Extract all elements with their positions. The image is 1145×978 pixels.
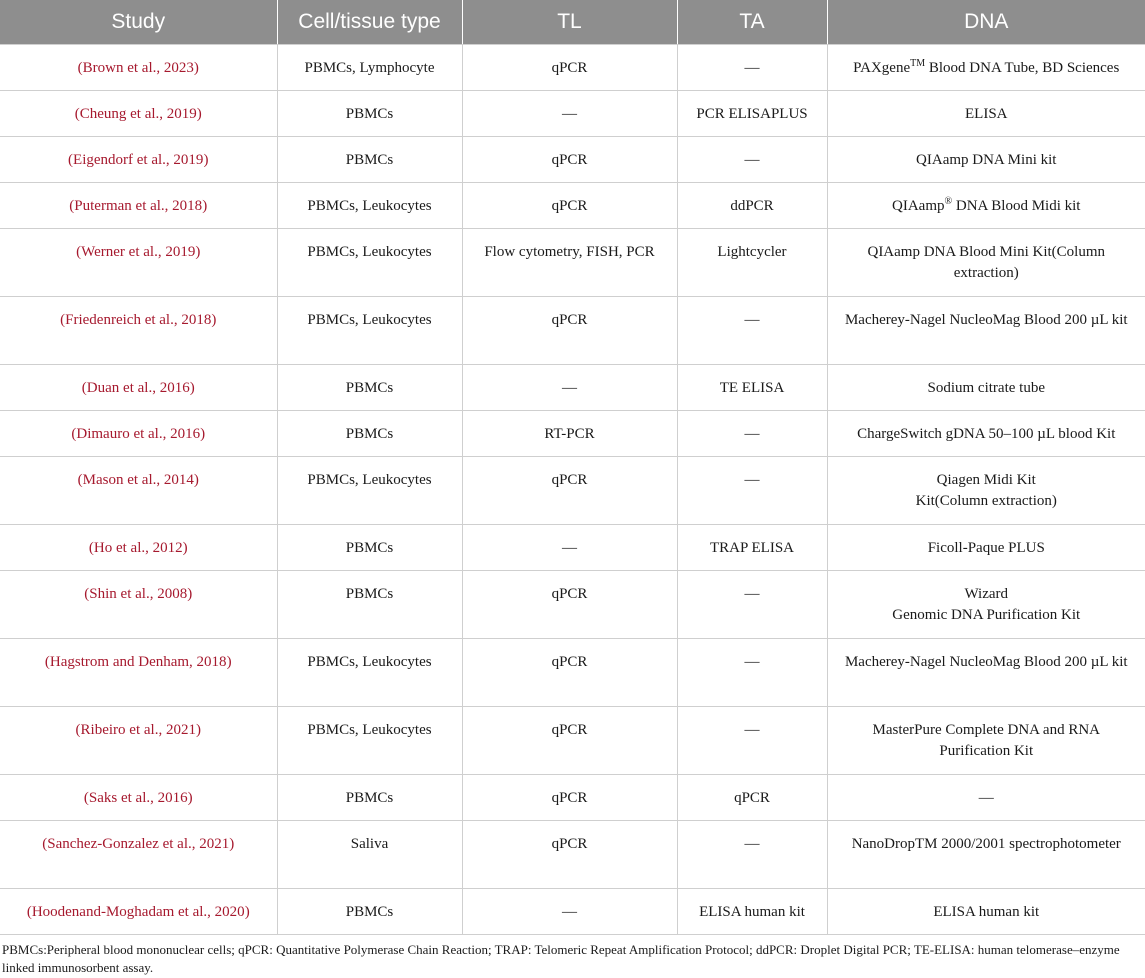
dna-cell: ChargeSwitch gDNA 50–100 µL blood Kit (827, 411, 1145, 457)
ta-cell: PCR ELISAPLUS (677, 91, 827, 137)
ta-cell: — (677, 297, 827, 365)
cell-type-cell: PBMCs, Leukocytes (277, 229, 462, 297)
dna-cell: Macherey-Nagel NucleoMag Blood 200 µL kit (827, 297, 1145, 365)
ta-cell: — (677, 639, 827, 707)
ta-cell: TRAP ELISA (677, 525, 827, 571)
study-cell: (Duan et al., 2016) (0, 365, 277, 411)
table-row (0, 457, 1145, 525)
ta-cell: — (677, 571, 827, 639)
header-ta: TA (677, 0, 827, 45)
ta-cell: qPCR (677, 775, 827, 821)
study-citation-link[interactable]: Ho et al., 2012 (93, 540, 183, 556)
study-cell: (Eigendorf et al., 2019) (0, 137, 277, 183)
study-cell: (Brown et al., 2023) (0, 45, 277, 91)
dna-cell: — (827, 775, 1145, 821)
table-row (0, 137, 1145, 183)
tl-cell: qPCR (462, 821, 677, 889)
table-row (0, 707, 1145, 775)
cell-type-cell: PBMCs, Lymphocyte (277, 45, 462, 91)
cell-type-cell: PBMCs (277, 365, 462, 411)
table-row (0, 889, 1145, 935)
study-cell: (Dimauro et al., 2016) (0, 411, 277, 457)
dna-cell: ELISA human kit (827, 889, 1145, 935)
cell-type-cell: PBMCs, Leukocytes (277, 707, 462, 775)
cell-type-cell: PBMCs (277, 571, 462, 639)
table-row (0, 639, 1145, 707)
ta-cell: — (677, 821, 827, 889)
cell-type-cell: PBMCs (277, 775, 462, 821)
table-row (0, 525, 1145, 571)
study-cell: (Mason et al., 2014) (0, 457, 277, 525)
dna-cell: Macherey-Nagel NucleoMag Blood 200 µL kit (827, 639, 1145, 707)
study-cell: (Friedenreich et al., 2018) (0, 297, 277, 365)
ta-cell: — (677, 45, 827, 91)
dna-cell: Sodium citrate tube (827, 365, 1145, 411)
table-row (0, 571, 1145, 639)
ta-cell: — (677, 457, 827, 525)
study-citation-link[interactable]: Brown et al., 2023 (82, 60, 194, 76)
cell-type-cell: PBMCs (277, 411, 462, 457)
dna-cell: Qiagen Midi Kit Kit(Column extraction) (827, 457, 1145, 525)
study-citation-link[interactable]: Dimauro et al., 2016 (76, 426, 201, 442)
study-citation-link[interactable]: Friedenreich et al., 2018 (65, 312, 212, 328)
header-tl: TL (462, 0, 677, 45)
study-cell: (Shin et al., 2008) (0, 571, 277, 639)
table-row (0, 229, 1145, 297)
table-row (0, 821, 1145, 889)
dna-cell: QIAamp DNA Blood Mini Kit(Column extraction) (827, 229, 1145, 297)
table-row (0, 183, 1145, 229)
ta-cell: — (677, 707, 827, 775)
dna-cell: QIAamp® DNA Blood Midi kit (827, 183, 1145, 229)
tl-cell: qPCR (462, 137, 677, 183)
study-citation-link[interactable]: Eigendorf et al., 2019 (73, 152, 204, 168)
study-citation-link[interactable]: Hoodenand-Moghadam et al., 2020 (31, 904, 245, 920)
study-cell: (Ribeiro et al., 2021) (0, 707, 277, 775)
table-row (0, 45, 1145, 91)
header-cell-type: Cell/tissue type (277, 0, 462, 45)
study-cell: (Cheung et al., 2019) (0, 91, 277, 137)
tl-cell: qPCR (462, 183, 677, 229)
tl-cell: Flow cytometry, FISH, PCR (462, 229, 677, 297)
ta-cell: — (677, 411, 827, 457)
header-dna: DNA (827, 0, 1145, 45)
dna-cell: Ficoll-Paque PLUS (827, 525, 1145, 571)
ta-cell: ELISA human kit (677, 889, 827, 935)
table-row (0, 365, 1145, 411)
study-cell: (Hagstrom and Denham, 2018) (0, 639, 277, 707)
study-cell: (Werner et al., 2019) (0, 229, 277, 297)
tl-cell: qPCR (462, 775, 677, 821)
table-footnote: PBMCs:Peripheral blood mononuclear cells; qPCR: Quantitative Polymerase Chain Reaction; TRAP: Telomeric Repeat Amplification Protocol; ddPCR: Droplet Digital PCR; TE-ELISA: human telomerase–enzyme linked immunosorbent assay. (2, 942, 1120, 975)
table-row (0, 297, 1145, 365)
tl-cell: qPCR (462, 707, 677, 775)
tl-cell: qPCR (462, 297, 677, 365)
dna-cell: ELISA (827, 91, 1145, 137)
cell-type-cell: PBMCs (277, 889, 462, 935)
study-citation-link[interactable]: Puterman et al., 2018 (74, 198, 203, 214)
dna-cell: Wizard Genomic DNA Purification Kit (827, 571, 1145, 639)
ta-cell: ddPCR (677, 183, 827, 229)
tl-cell: qPCR (462, 639, 677, 707)
study-citation-link[interactable]: Mason et al., 2014 (82, 472, 194, 488)
study-citation-link[interactable]: Sanchez-Gonzalez et al., 2021 (47, 836, 230, 852)
cell-type-cell: PBMCs, Leukocytes (277, 639, 462, 707)
study-citation-link[interactable]: Saks et al., 2016 (88, 790, 188, 806)
cell-type-cell: PBMCs (277, 525, 462, 571)
tl-cell: RT-PCR (462, 411, 677, 457)
study-citation-link[interactable]: Duan et al., 2016 (86, 380, 190, 396)
cell-type-cell: PBMCs, Leukocytes (277, 297, 462, 365)
study-cell: (Sanchez-Gonzalez et al., 2021) (0, 821, 277, 889)
tl-cell: qPCR (462, 571, 677, 639)
tl-cell: qPCR (462, 457, 677, 525)
tl-cell: — (462, 365, 677, 411)
study-citation-link[interactable]: Werner et al., 2019 (81, 244, 196, 260)
dna-cell: MasterPure Complete DNA and RNA Purification Kit (827, 707, 1145, 775)
cell-type-cell: PBMCs, Leukocytes (277, 457, 462, 525)
table-row (0, 91, 1145, 137)
dna-cell: QIAamp DNA Mini kit (827, 137, 1145, 183)
cell-type-cell: PBMCs, Leukocytes (277, 183, 462, 229)
tl-cell: — (462, 91, 677, 137)
study-citation-link[interactable]: Cheung et al., 2019 (79, 106, 197, 122)
ta-cell: TE ELISA (677, 365, 827, 411)
header-study: Study (0, 0, 277, 45)
study-citation-link[interactable]: Ribeiro et al., 2021 (80, 722, 196, 738)
tl-cell: qPCR (462, 45, 677, 91)
dna-cell: PAXgene™ Blood DNA Tube, BD Sciences (827, 45, 1145, 91)
cell-type-cell: Saliva (277, 821, 462, 889)
ta-cell: Lightcycler (677, 229, 827, 297)
study-cell: (Ho et al., 2012) (0, 525, 277, 571)
table-row (0, 411, 1145, 457)
ta-cell: — (677, 137, 827, 183)
dna-cell: NanoDropTM 2000/2001 spectrophotometer (827, 821, 1145, 889)
tl-cell: — (462, 525, 677, 571)
cell-type-cell: PBMCs (277, 137, 462, 183)
header-row (0, 0, 1145, 45)
study-citation-link[interactable]: Shin et al., 2008 (89, 586, 188, 602)
study-cell: (Hoodenand-Moghadam et al., 2020) (0, 889, 277, 935)
study-cell: (Saks et al., 2016) (0, 775, 277, 821)
tl-cell: — (462, 889, 677, 935)
study-citation-link[interactable]: Hagstrom and Denham, 2018 (49, 654, 227, 670)
table-row (0, 775, 1145, 821)
study-cell: (Puterman et al., 2018) (0, 183, 277, 229)
cell-type-cell: PBMCs (277, 91, 462, 137)
